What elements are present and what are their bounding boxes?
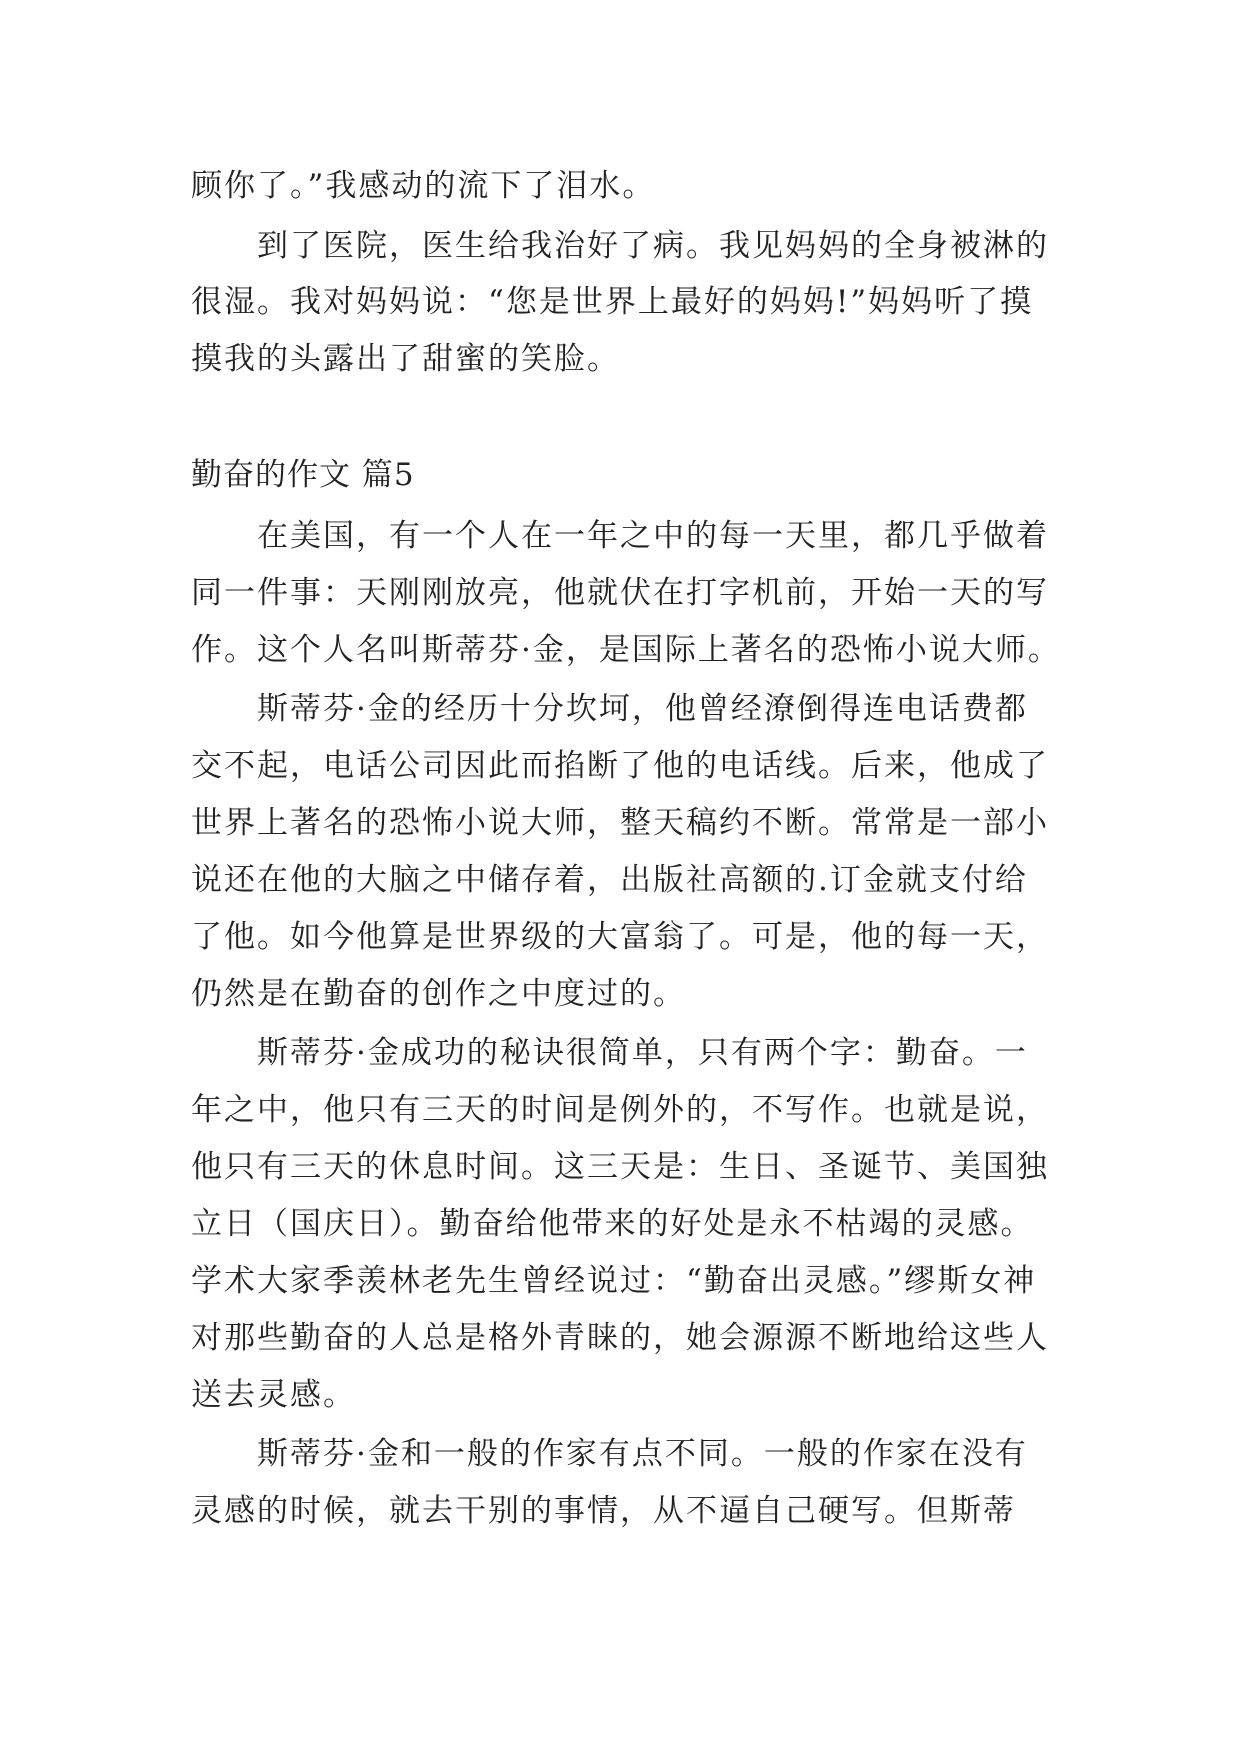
text-line: 了他。如今他算是世界级的大富翁了。可是，他的每一天，	[191, 919, 1049, 955]
text-line: 说还在他的大脑之中储存着，出版社高额的.订金就支付给	[191, 862, 1028, 898]
text-line: 年之中，他只有三天的时间是例外的，不写作。也就是说，	[191, 1092, 1049, 1128]
text-line: 斯蒂芬·金成功的秘诀很简单，只有两个字：勤奋。一	[257, 1035, 1028, 1071]
text-line: 世界上著名的恐怖小说大师，整天稿约不断。常常是一部小	[191, 805, 1049, 841]
text-line: 灵感的时候，就去干别的事情，从不逼自己硬写。但斯蒂	[191, 1493, 1016, 1529]
text-line: 送去灵感。	[191, 1377, 356, 1413]
text-line: 交不起，电话公司因此而掐断了他的电话线。后来，他成了	[191, 748, 1049, 784]
text-line: 斯蒂芬·金和一般的作家有点不同。一般的作家在没有	[257, 1436, 1028, 1472]
text-line: 摸我的头露出了甜蜜的笑脸。	[191, 341, 620, 377]
text-line: 到了医院，医生给我治好了病。我见妈妈的全身被淋的	[257, 228, 1049, 264]
text-line: 斯蒂芬·金的经历十分坎坷，他曾经潦倒得连电话费都	[257, 691, 1028, 727]
text-line: 作。这个人名叫斯蒂芬·金，是国际上著名的恐怖小说大师。	[191, 632, 1061, 668]
text-line: 很湿。我对妈妈说：“您是世界上最好的妈妈!”妈妈听了摸	[191, 284, 1034, 320]
section-heading: 勤奋的作文 篇5	[191, 457, 415, 493]
text-line: 他只有三天的休息时间。这三天是：生日、圣诞节、美国独	[191, 1149, 1049, 1185]
text-line: 顾你了。”我感动的流下了泪水。	[191, 168, 656, 204]
text-line: 仍然是在勤奋的创作之中度过的。	[191, 976, 686, 1012]
text-line: 立日（国庆日）。勤奋给他带来的好处是永不枯竭的灵感。	[191, 1206, 1034, 1242]
text-line: 学术大家季羡林老先生曾经说过：“勤奋出灵感。”缪斯女神	[191, 1263, 1037, 1299]
text-line: 同一件事：天刚刚放亮，他就伏在打字机前，开始一天的写	[191, 575, 1049, 611]
text-line: 对那些勤奋的人总是格外青睐的，她会源源不断地给这些人	[191, 1320, 1049, 1356]
text-line: 在美国，有一个人在一年之中的每一天里，都几乎做着	[257, 518, 1049, 554]
